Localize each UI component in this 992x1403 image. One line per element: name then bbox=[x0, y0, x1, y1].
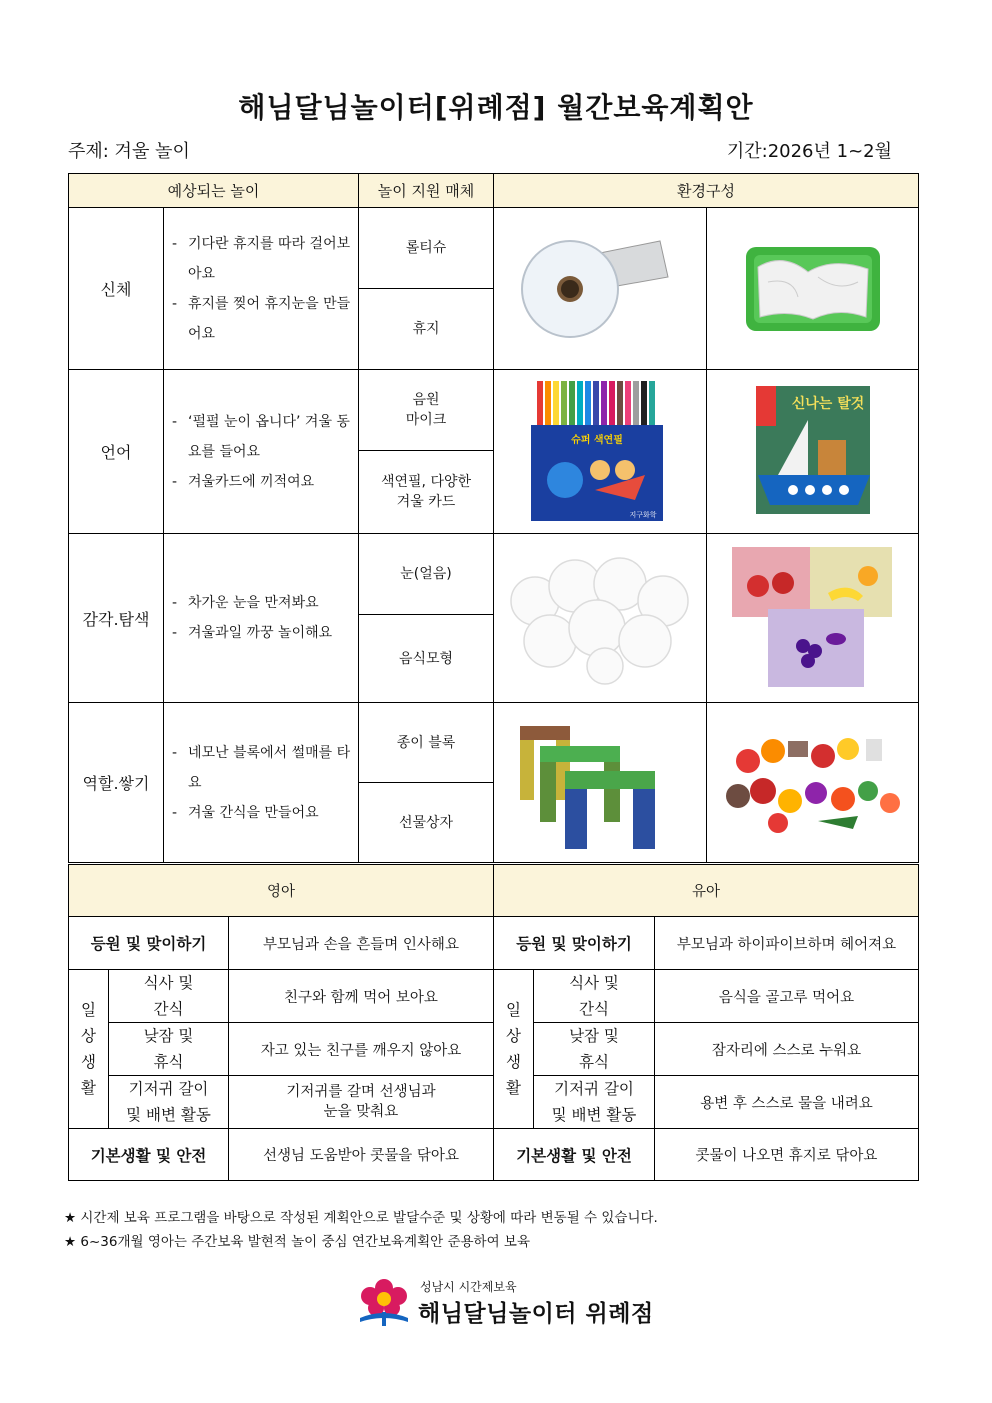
toddler-nap: 잠자리에 스스로 누워요 bbox=[655, 1023, 919, 1076]
toddler-diaper: 용변 후 스스로 물을 내려요 bbox=[655, 1076, 919, 1129]
subject-label: 주제: 겨울 놀이 bbox=[68, 141, 190, 162]
area-sensory: 감각.탐색 bbox=[69, 534, 164, 703]
infant-diaper: 기저귀를 갈며 선생님과 눈을 맞춰요 bbox=[229, 1076, 494, 1129]
period-label: 기간:2026년 1~2월 bbox=[726, 141, 892, 162]
page-title: 해님달님놀이터[위례점] 월간보육계획안 bbox=[238, 91, 754, 124]
activity-item: 기다란 휴지를 따라 걸어보아요 bbox=[188, 235, 351, 282]
toddler-meal: 음식을 골고루 먹어요 bbox=[655, 970, 919, 1023]
media-item: 눈(얼음) bbox=[359, 534, 494, 615]
picture-book-icon bbox=[748, 380, 878, 520]
activities-role-block: - 네모난 블록에서 썰매를 타요 - 겨울 간식을 만들어요 bbox=[164, 703, 359, 863]
activity-item: 겨울과일 까꿍 놀이해요 bbox=[188, 625, 333, 641]
media-item: 음식모형 bbox=[359, 615, 494, 703]
colored-pencils-icon bbox=[525, 375, 675, 525]
footnote: ★ 6~36개월 영아는 주간보육 발현적 놀이 중심 연간보육계획안 준용하여 보육 bbox=[64, 1234, 530, 1250]
tissue-roll-icon bbox=[510, 227, 690, 347]
activity-item: 휴지를 찢어 휴지눈을 만들어요 bbox=[188, 295, 351, 342]
colored-pencils-image bbox=[494, 370, 707, 534]
play-plan-table bbox=[68, 173, 919, 863]
activity-item: 겨울카드에 끼적여요 bbox=[188, 473, 315, 490]
activity-item: 네모난 블록에서 썰매를 타요 bbox=[188, 744, 351, 791]
meal-label: 식사 및 간식 bbox=[534, 970, 655, 1023]
activities-sensory: - 차가운 눈을 만져봐요 - 겨울과일 까꿍 놀이해요 bbox=[164, 534, 359, 703]
daily-life-label: 일 상 생 활 bbox=[69, 970, 109, 1129]
area-language: 언어 bbox=[69, 370, 164, 534]
media-item: 휴지 bbox=[359, 289, 494, 370]
toddler-safety: 콧물이 나오면 휴지로 닦아요 bbox=[655, 1129, 919, 1181]
header-expected-play: 예상되는 놀이 bbox=[69, 174, 359, 208]
diaper-label: 기저귀 갈이 및 배변 활동 bbox=[534, 1076, 655, 1129]
safety-label: 기본생활 및 안전 bbox=[69, 1129, 229, 1181]
header-support-media: 놀이 지원 매체 bbox=[359, 174, 494, 208]
media-item: 음원 마이크 bbox=[359, 370, 494, 451]
fruit-trays-image bbox=[707, 534, 919, 703]
paper-blocks-image bbox=[494, 703, 707, 863]
infant-header: 영아 bbox=[69, 865, 494, 917]
activities-physical: - 기다란 휴지를 따라 걸어보아요 - 휴지를 찢어 휴지눈을 만들어요 bbox=[164, 208, 359, 370]
activity-item: 겨울 간식을 만들어요 bbox=[188, 804, 319, 821]
greeting-label: 등원 및 맞이하기 bbox=[69, 917, 229, 970]
greeting-label: 등원 및 맞이하기 bbox=[494, 917, 655, 970]
tissue-basket-image bbox=[707, 208, 919, 370]
play-food-image bbox=[707, 703, 919, 863]
activity-item: 차가운 눈을 만져봐요 bbox=[188, 595, 319, 611]
activity-item: ‘펄펄 눈이 옵니다’ 겨울 동요를 들어요 bbox=[188, 413, 350, 460]
footer-brand: 해님달님놀이터 위례점 bbox=[418, 1301, 654, 1327]
fruit-model-icon bbox=[728, 541, 898, 691]
toddler-greeting: 부모님과 하이파이브하며 헤어져요 bbox=[655, 917, 919, 970]
infant-nap: 자고 있는 친구를 깨우지 않아요 bbox=[229, 1023, 494, 1076]
infant-safety: 선생님 도움받아 콧물을 닦아요 bbox=[229, 1129, 494, 1181]
snowball-icon bbox=[505, 546, 695, 686]
area-physical: 신체 bbox=[69, 208, 164, 370]
basket-icon bbox=[738, 237, 888, 337]
seongnam-logo-icon bbox=[356, 1272, 412, 1328]
header-environment: 환경구성 bbox=[494, 174, 919, 208]
nap-label: 낮잠 및 휴식 bbox=[109, 1023, 229, 1076]
activities-language: - ‘펄펄 눈이 옵니다’ 겨울 동요를 들어요 - 겨울카드에 끼적여요 bbox=[164, 370, 359, 534]
media-item: 선물상자 bbox=[359, 783, 494, 863]
safety-label: 기본생활 및 안전 bbox=[494, 1129, 655, 1181]
daily-routine-table bbox=[68, 864, 919, 1181]
infant-greeting: 부모님과 손을 흔들며 인사해요 bbox=[229, 917, 494, 970]
crayon-box-brand: 지구화학 bbox=[629, 510, 657, 519]
footnotes bbox=[64, 1206, 658, 1254]
daily-life-label: 일 상 생 활 bbox=[494, 970, 534, 1129]
media-item: 종이 블록 bbox=[359, 703, 494, 783]
toddler-header: 유아 bbox=[494, 865, 919, 917]
crayon-box-label: 슈퍼 색연필 bbox=[571, 434, 623, 446]
cotton-snowballs-image bbox=[494, 534, 707, 703]
footer-subtitle: 성남시 시간제보육 bbox=[420, 1280, 517, 1294]
infant-meal: 친구와 함께 먹어 보아요 bbox=[229, 970, 494, 1023]
nap-label: 낮잠 및 휴식 bbox=[534, 1023, 655, 1076]
media-item: 색연필, 다양한 겨울 카드 bbox=[359, 451, 494, 534]
meal-label: 식사 및 간식 bbox=[109, 970, 229, 1023]
book-title: 신나는 탈것 bbox=[791, 395, 864, 412]
vehicle-book-image bbox=[707, 370, 919, 534]
area-role-block: 역할.쌓기 bbox=[69, 703, 164, 863]
footnote: ★ 시간제 보육 프로그램을 바탕으로 작성된 계획안으로 발달수준 및 상황에 따라 변동될 수 있습니다. bbox=[64, 1210, 658, 1226]
tissue-roll-image bbox=[494, 208, 707, 370]
diaper-label: 기저귀 갈이 및 배변 활동 bbox=[109, 1076, 229, 1129]
play-food-icon bbox=[718, 721, 908, 841]
media-item: 롤티슈 bbox=[359, 208, 494, 289]
paper-block-icon bbox=[510, 706, 690, 856]
